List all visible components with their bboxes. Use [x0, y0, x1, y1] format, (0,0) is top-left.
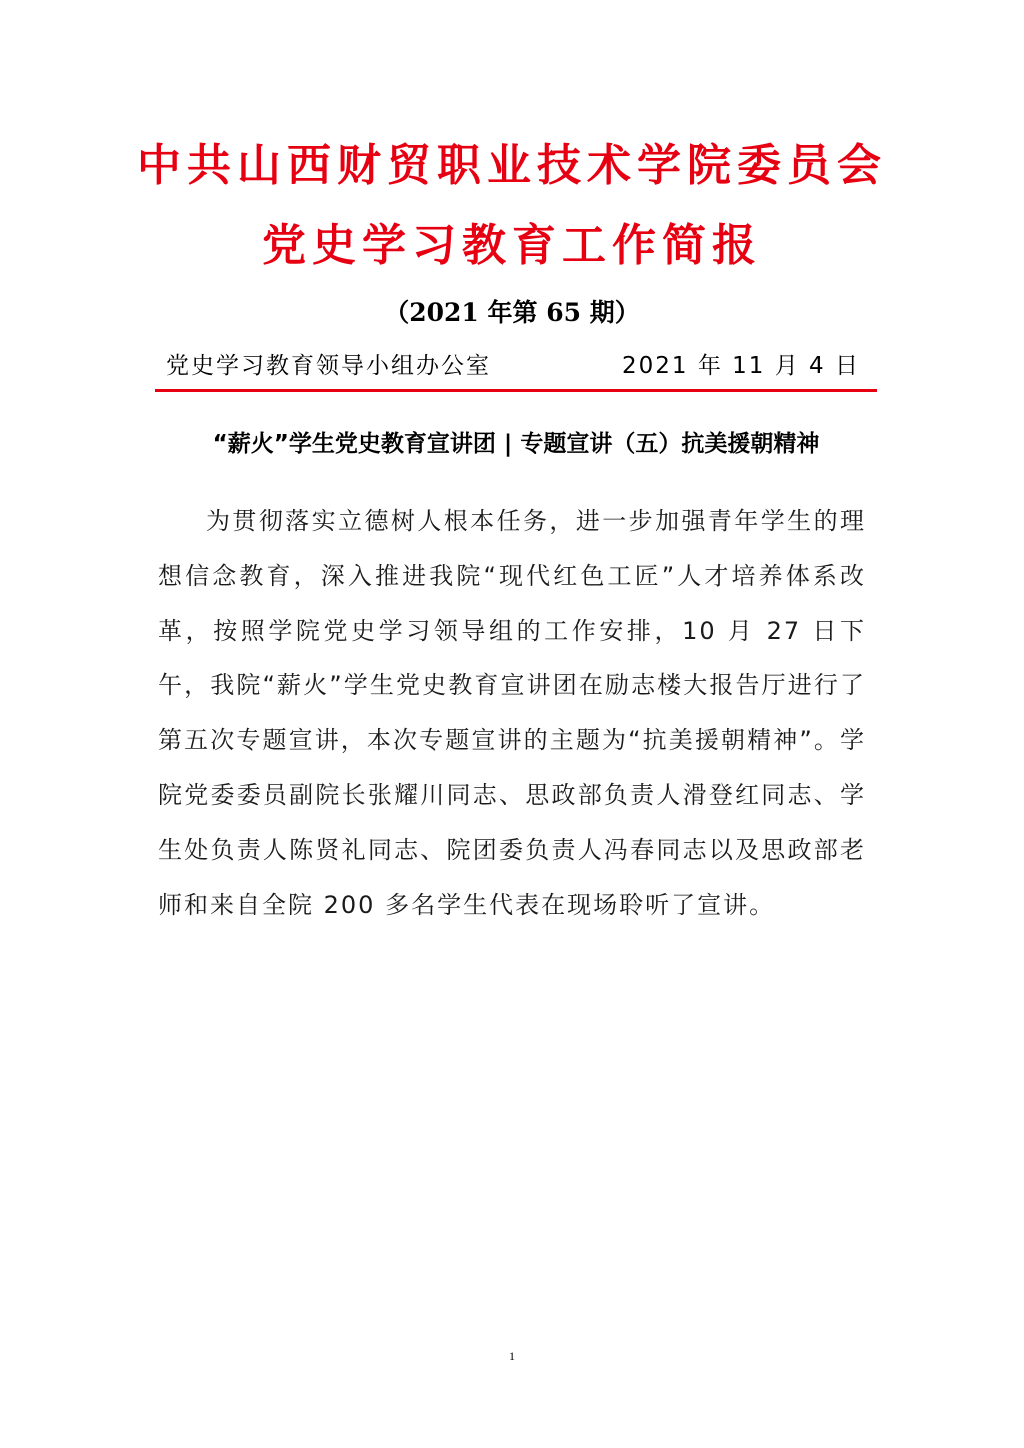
document-title-line-2: 党史学习教育工作简报: [262, 220, 762, 271]
article-body-paragraph: 为贯彻落实立德树人根本任务，进一步加强青年学生的理想信念教育，深入推进我院“现代红色工匠”人才培养体系改革，按照学院党史学习领导组的工作安排，10 月 27 日下午，我院“薪火”学生党史教育宣讲团在励志楼大报告厅进行了第五次专题宣讲，本次专题宣讲的主题为“抗美援朝精神”。学院党委委员副院长张耀川同志、思政部负责人滑登红同志、学生处负责人陈贤礼同志、院团委负责人冯春同志以及思政部老师和来自全院 200 多名学生代表在现场聆听了宣讲。: [158, 507, 866, 919]
masthead-row: [166, 348, 860, 384]
issue-date: 2021 年 11 月 4 日: [622, 353, 860, 379]
article-title: “薪火”学生党史教育宣讲团 | 专题宣讲（五）抗美援朝精神: [212, 431, 820, 457]
page-number: 1: [509, 1349, 515, 1363]
red-divider-rule: [155, 389, 877, 392]
issuing-office: 党史学习教育领导小组办公室: [166, 353, 491, 379]
document-title-line-1: 中共山西财贸职业技术学院委员会: [137, 140, 887, 191]
issue-number: （2021 年第 65 期）: [384, 298, 640, 327]
